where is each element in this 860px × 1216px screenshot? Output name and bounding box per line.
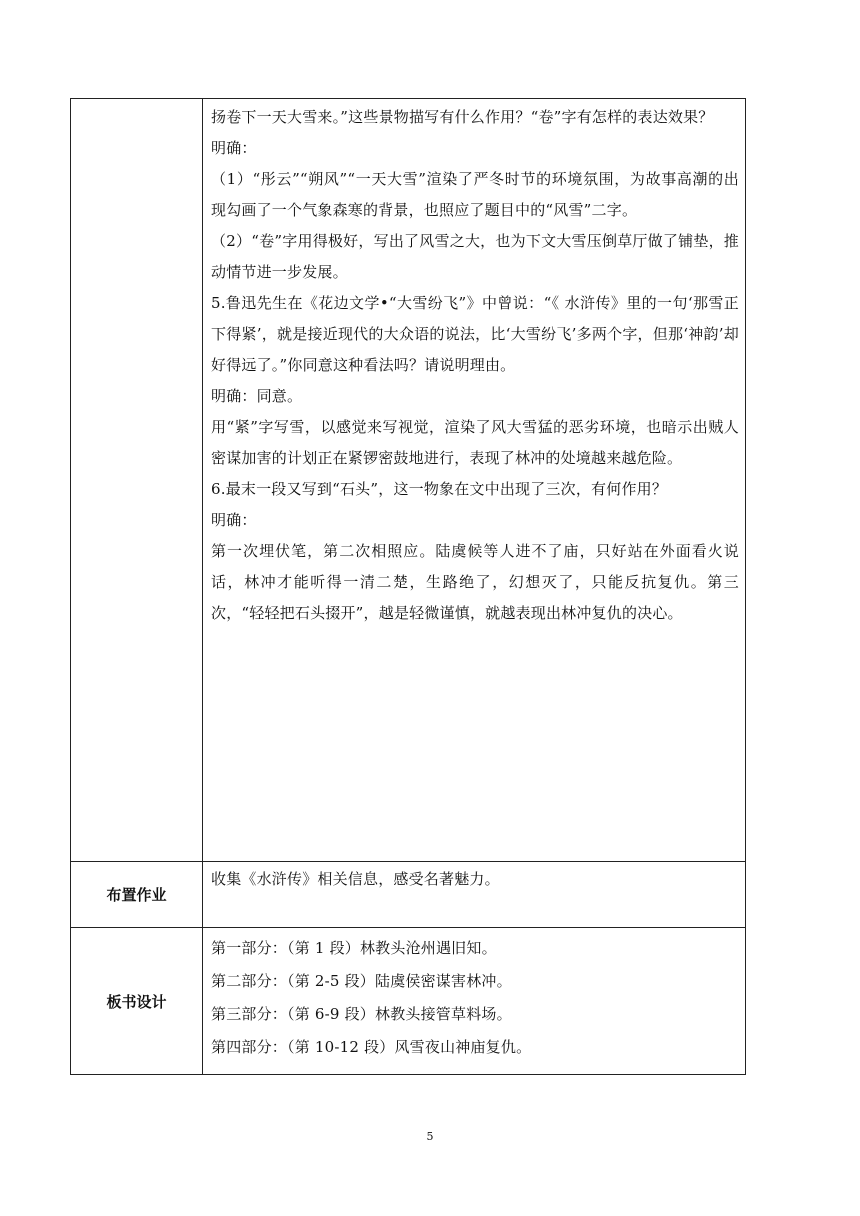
analysis-paragraph-7: 用“紧”字写雪，以感觉来写视觉，渲染了风大雪猛的恶劣环境，也暗示出贼人密谋加害的计划正在紧锣密鼓地进行，表现了林冲的处境越来越危险。 — [211, 418, 739, 467]
homework-content-cell — [203, 862, 746, 928]
analysis-label-cell — [71, 99, 203, 862]
board-design-item-4: 第四部分：（第 10-12 段）风雪夜山神庙复仇。 — [211, 1038, 532, 1056]
analysis-paragraph-2: 明确： — [211, 139, 257, 157]
analysis-paragraph-9: 明确： — [211, 511, 257, 529]
homework-label: 布置作业 — [71, 862, 203, 928]
board-design-item-2: 第二部分：（第 2-5 段）陆虞侯密谋害林冲。 — [211, 972, 512, 990]
analysis-paragraph-5: 5.鲁迅先生在《花边文学•“大雪纷飞”》中曾说：“《 水浒传》里的一句‘那雪正下得紧’，就是接近现代的大众语的说法，比‘大雪纷飞’多两个字，但那‘神韵’却好得远了。”你同意这种看法吗？请说明理由。 — [211, 294, 739, 374]
analysis-row — [71, 99, 746, 862]
board-design-row — [71, 928, 746, 1075]
lesson-plan-table — [70, 98, 746, 1075]
board-design-item-1: 第一部分：（第 1 段）林教头沧州遇旧知。 — [211, 939, 497, 957]
board-design-item-3: 第三部分：（第 6-9 段）林教头接管草料场。 — [211, 1005, 512, 1023]
page-number: 5 — [426, 1130, 434, 1143]
analysis-paragraph-8: 6.最末一段又写到“石头”，这一物象在文中出现了三次，有何作用？ — [211, 480, 668, 498]
analysis-paragraph-6: 明确：同意。 — [211, 387, 303, 405]
analysis-paragraph-10: 第一次埋伏笔，第二次相照应。陆虞候等人进不了庙，只好站在外面看火说话，林冲才能听得一清二楚，生路绝了，幻想灭了，只能反抗复仇。第三次，“轻轻把石头掇开”，越是轻微谨慎，就越表现出林冲复仇的决心。 — [211, 542, 739, 622]
analysis-content-cell — [203, 99, 746, 862]
board-design-label: 板书设计 — [71, 928, 203, 1075]
board-design-content-cell — [203, 928, 746, 1075]
homework-text: 收集《水浒传》相关信息，感受名著魅力。 — [211, 870, 500, 888]
analysis-paragraph-4: （2）“卷”字用得极好，写出了风雪之大，也为下文大雪压倒草厅做了铺垫，推动情节进一步发展。 — [211, 232, 739, 281]
analysis-paragraph-1: 扬卷下一天大雪来。”这些景物描写有什么作用？“卷”字有怎样的表达效果？ — [211, 108, 714, 126]
analysis-paragraph-3: （1）“彤云”“朔风”“一天大雪”渲染了严冬时节的环境氛围，为故事高潮的出现勾画了一个气象森寒的背景，也照应了题目中的“风雪”二字。 — [211, 170, 739, 219]
homework-row — [71, 862, 746, 928]
